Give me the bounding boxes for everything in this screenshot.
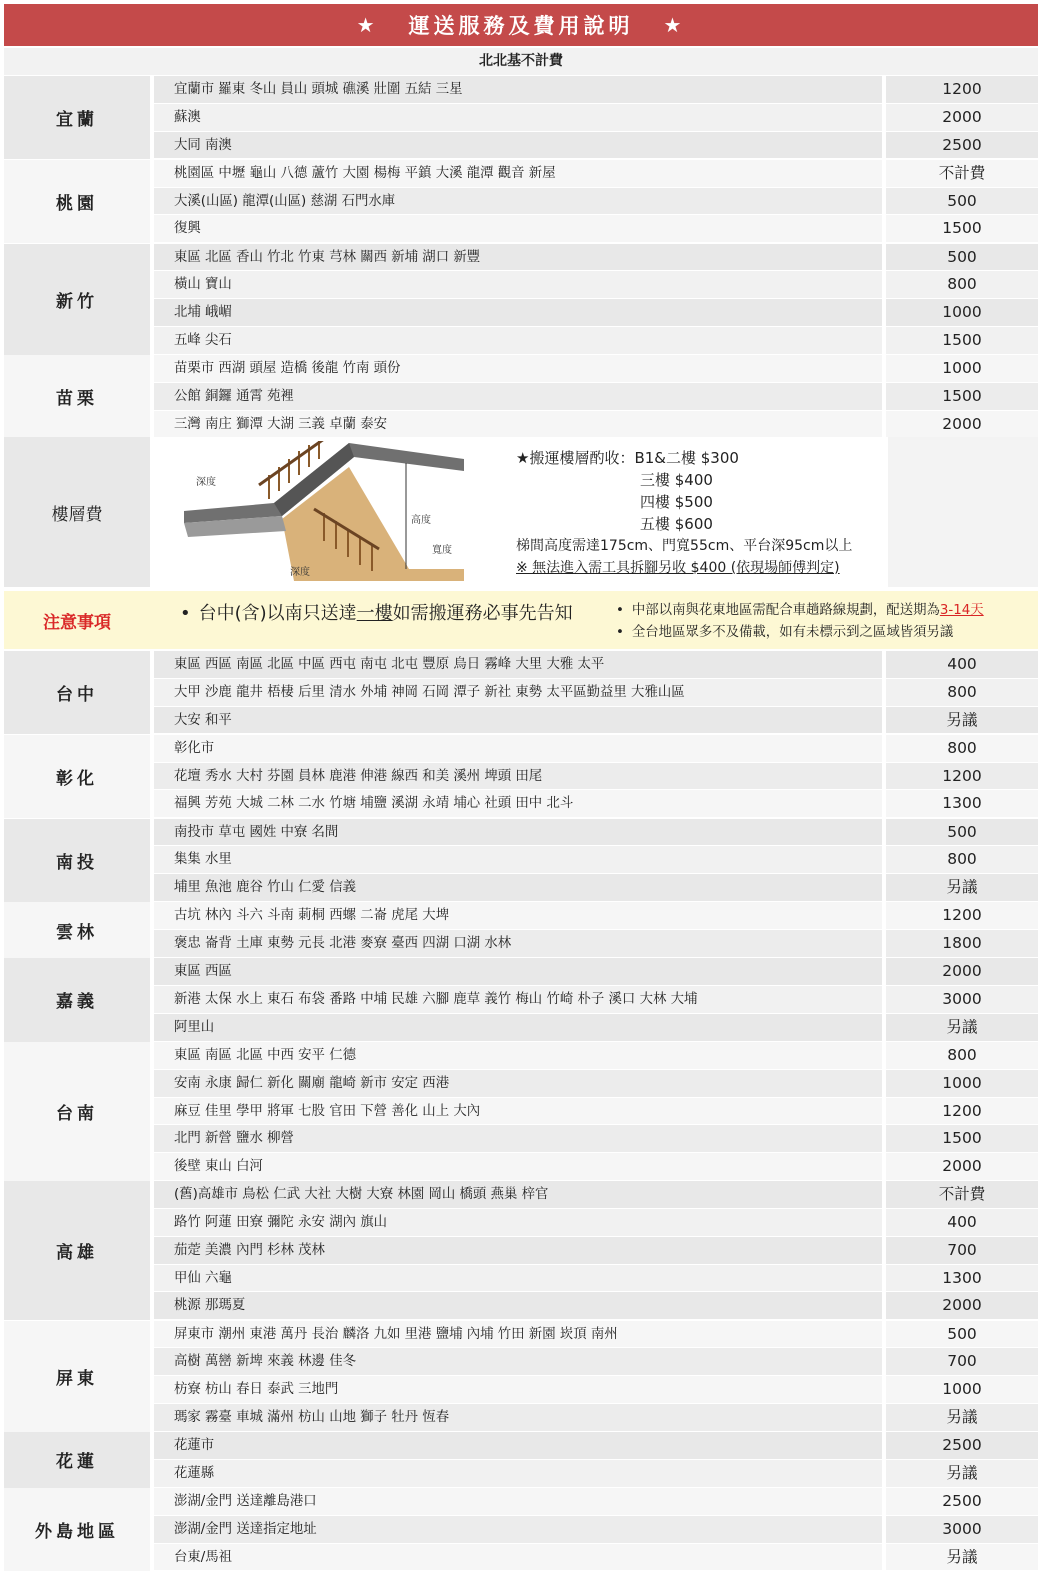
price-cell: 另議 xyxy=(886,1544,1038,1572)
table-row xyxy=(154,132,1038,160)
region-name: 雲林 xyxy=(4,902,150,958)
region-block xyxy=(4,1432,1038,1488)
table-row xyxy=(154,790,1038,818)
table-row xyxy=(154,930,1038,958)
price-cell: 800 xyxy=(886,846,1038,874)
region-name: 彰化 xyxy=(4,735,150,818)
area-list: 麻豆 佳里 學甲 將軍 七股 官田 下營 善化 山上 大內 xyxy=(154,1098,882,1126)
price-cell: 1200 xyxy=(886,763,1038,791)
region-name: 新竹 xyxy=(4,244,150,355)
price-cell: 3000 xyxy=(886,986,1038,1014)
notice-side-1: 中部以南與花東地區需配合車趟路線規劃，配送期為 xyxy=(631,603,940,618)
table-row xyxy=(154,1209,1038,1237)
diagram-width: 寬度 xyxy=(432,545,452,556)
area-list: 枋寮 枋山 春日 泰武 三地門 xyxy=(154,1376,882,1404)
region-block xyxy=(4,1181,1038,1320)
table-row xyxy=(154,299,1038,327)
region-name: 宜蘭 xyxy=(4,76,150,159)
price-cell: 2500 xyxy=(886,1488,1038,1516)
table-row xyxy=(154,707,1038,735)
price-cell: 800 xyxy=(886,271,1038,299)
area-list: 埔里 魚池 鹿谷 竹山 仁愛 信義 xyxy=(154,874,882,902)
area-list: 瑪家 霧臺 車城 滿州 枋山 山地 獅子 牡丹 恆春 xyxy=(154,1404,882,1432)
area-list: 古坑 林內 斗六 斗南 莿桐 西螺 二崙 虎尾 大埤 xyxy=(154,902,882,930)
price-cell: 500 xyxy=(886,1321,1038,1349)
table-row xyxy=(154,215,1038,243)
area-list: 澎湖/金門 送達指定地址 xyxy=(154,1516,882,1544)
area-list: 公館 銅鑼 通霄 苑裡 xyxy=(154,383,882,411)
area-list: 大安 和平 xyxy=(154,707,882,735)
table-row xyxy=(154,846,1038,874)
floor-fee-price-cell xyxy=(888,437,1038,587)
price-cell: 2000 xyxy=(886,1153,1038,1181)
region-block xyxy=(4,819,1038,902)
floor-fee-requirement: 梯間高度需達175cm、門寬55cm、平台深95cm以上 xyxy=(516,538,853,554)
region-name: 桃園 xyxy=(4,160,150,243)
region-name: 屏東 xyxy=(4,1321,150,1432)
region-rows xyxy=(154,651,1038,734)
region-block xyxy=(4,355,1038,438)
price-cell: 1000 xyxy=(886,1376,1038,1404)
table-row xyxy=(154,1125,1038,1153)
table-row xyxy=(154,1070,1038,1098)
table-row xyxy=(154,411,1038,439)
area-list: 大同 南澳 xyxy=(154,132,882,160)
table-row xyxy=(154,902,1038,930)
floor-fee-line: ★搬運樓層酌收：B1&二樓 $300 xyxy=(516,449,739,467)
price-cell: 3000 xyxy=(886,1516,1038,1544)
notice-delivery-days: 3-14天 xyxy=(939,603,984,618)
price-cell: 500 xyxy=(886,819,1038,847)
region-name: 苗栗 xyxy=(4,355,150,438)
region-block xyxy=(4,1488,1038,1571)
table-row xyxy=(154,1042,1038,1070)
notice-side xyxy=(616,600,984,644)
notice-main-post: 如需搬運務必事先告知 xyxy=(392,603,573,624)
region-block xyxy=(4,651,1038,734)
price-cell: 400 xyxy=(886,1209,1038,1237)
region-rows xyxy=(154,1432,1038,1488)
area-list: 花蓮市 xyxy=(154,1432,882,1460)
area-list: 南投市 草屯 國姓 中寮 名間 xyxy=(154,819,882,847)
price-cell: 另議 xyxy=(886,707,1038,735)
area-list: 東區 西區 xyxy=(154,958,882,986)
area-list: 三灣 南庄 獅潭 大湖 三義 卓蘭 泰安 xyxy=(154,411,882,439)
price-cell: 另議 xyxy=(886,1014,1038,1042)
price-cell: 700 xyxy=(886,1237,1038,1265)
price-cell: 另議 xyxy=(886,1404,1038,1432)
floor-fee-label: 樓層費 xyxy=(4,437,150,587)
region-rows xyxy=(154,735,1038,818)
area-list: 澎湖/金門 送達離島港口 xyxy=(154,1488,882,1516)
price-cell: 1000 xyxy=(886,1070,1038,1098)
area-list: 台東/馬祖 xyxy=(154,1544,882,1572)
floor-fee-content xyxy=(154,437,884,587)
region-rows xyxy=(154,244,1038,355)
price-cell: 700 xyxy=(886,1348,1038,1376)
price-cell: 1200 xyxy=(886,76,1038,104)
area-list: 大甲 沙鹿 龍井 梧棲 后里 清水 外埔 神岡 石岡 潭子 新社 東勢 太平區勤益里 大雅山區 xyxy=(154,679,882,707)
table-row xyxy=(154,1292,1038,1320)
price-cell: 1500 xyxy=(886,327,1038,355)
area-list: 花壇 秀水 大村 芬園 員林 鹿港 伸港 線西 和美 溪州 埤頭 田尾 xyxy=(154,763,882,791)
area-list: 茄萣 美濃 內門 杉林 茂林 xyxy=(154,1237,882,1265)
price-cell: 1300 xyxy=(886,1265,1038,1293)
price-cell: 500 xyxy=(886,188,1038,216)
area-list: 彰化市 xyxy=(154,735,882,763)
area-list: 宜蘭市 羅東 冬山 員山 頭城 礁溪 壯圍 五結 三星 xyxy=(154,76,882,104)
price-cell: 1500 xyxy=(886,1125,1038,1153)
region-rows xyxy=(154,1181,1038,1320)
region-rows xyxy=(154,1042,1038,1181)
region-block xyxy=(4,958,1038,1041)
price-cell: 1000 xyxy=(886,299,1038,327)
price-cell: 500 xyxy=(886,244,1038,272)
table-row xyxy=(154,1153,1038,1181)
price-cell: 1500 xyxy=(886,383,1038,411)
region-name: 高雄 xyxy=(4,1181,150,1320)
star-icon: ★ xyxy=(663,13,686,37)
table-row xyxy=(154,1321,1038,1349)
price-cell: 2500 xyxy=(886,1432,1038,1460)
region-rows xyxy=(154,958,1038,1041)
star-icon: ★ xyxy=(356,13,379,37)
diagram-depth-bottom: 深度 xyxy=(290,567,310,578)
area-list: 高樹 萬巒 新埤 來義 林邊 佳冬 xyxy=(154,1348,882,1376)
region-block xyxy=(4,1042,1038,1181)
area-list: 東區 南區 北區 中西 安平 仁德 xyxy=(154,1042,882,1070)
notice-main xyxy=(180,599,573,625)
table-row xyxy=(154,1348,1038,1376)
notice-main-pre: 台中(含)以南只送達 xyxy=(198,603,357,624)
table-row xyxy=(154,1014,1038,1042)
stairs-diagram xyxy=(174,441,474,583)
table-row xyxy=(154,958,1038,986)
table-row xyxy=(154,104,1038,132)
region-rows xyxy=(154,160,1038,243)
price-cell: 1800 xyxy=(886,930,1038,958)
table-row xyxy=(154,874,1038,902)
price-cell: 另議 xyxy=(886,874,1038,902)
banner-title: 運送服務及費用說明 xyxy=(408,14,634,38)
region-name: 台中 xyxy=(4,651,150,734)
floor-fee-section xyxy=(4,437,1038,587)
table-row xyxy=(154,1376,1038,1404)
table-row xyxy=(154,188,1038,216)
area-list: 桃園區 中壢 龜山 八德 蘆竹 大園 楊梅 平鎮 大溪 龍潭 觀音 新屋 xyxy=(154,160,882,188)
price-cell: 2000 xyxy=(886,411,1038,439)
price-cell: 2500 xyxy=(886,132,1038,160)
bullet-icon: • xyxy=(616,625,624,640)
area-list: 後壁 東山 白河 xyxy=(154,1153,882,1181)
table-row xyxy=(154,383,1038,411)
notice-section xyxy=(4,591,1038,649)
region-rows xyxy=(154,1488,1038,1571)
area-list: 阿里山 xyxy=(154,1014,882,1042)
floor-fee-line: 四樓 $500 xyxy=(640,493,713,511)
area-list: 北門 新營 鹽水 柳營 xyxy=(154,1125,882,1153)
region-name: 台南 xyxy=(4,1042,150,1181)
table-row xyxy=(154,819,1038,847)
table-row xyxy=(154,735,1038,763)
region-block xyxy=(4,735,1038,818)
area-list: 褒忠 崙背 土庫 東勢 元長 北港 麥寮 臺西 四湖 口湖 水林 xyxy=(154,930,882,958)
table-row xyxy=(154,1488,1038,1516)
price-cell: 2000 xyxy=(886,104,1038,132)
area-list: 復興 xyxy=(154,215,882,243)
price-cell: 800 xyxy=(886,679,1038,707)
region-rows xyxy=(154,76,1038,159)
area-list: 北埔 峨嵋 xyxy=(154,299,882,327)
price-cell: 2000 xyxy=(886,1292,1038,1320)
floor-fee-notes xyxy=(516,447,852,579)
title-banner xyxy=(4,4,1038,46)
table-row xyxy=(154,1544,1038,1572)
table-row xyxy=(154,76,1038,104)
table-row xyxy=(154,355,1038,383)
area-list: 蘇澳 xyxy=(154,104,882,132)
table-row xyxy=(154,1181,1038,1209)
table-row xyxy=(154,327,1038,355)
area-list: 甲仙 六龜 xyxy=(154,1265,882,1293)
table-row xyxy=(154,1460,1038,1488)
bullet-icon: • xyxy=(180,603,191,624)
area-list: (舊)高雄市 鳥松 仁武 大社 大樹 大寮 林園 岡山 橋頭 燕巢 梓官 xyxy=(154,1181,882,1209)
price-cell: 1300 xyxy=(886,790,1038,818)
table-row xyxy=(154,763,1038,791)
area-list: 桃源 那瑪夏 xyxy=(154,1292,882,1320)
price-cell: 1200 xyxy=(886,1098,1038,1126)
table-row xyxy=(154,160,1038,188)
floor-fee-extra: ※ 無法進入需工具拆腳另收 $400 (依現場師傅判定) xyxy=(516,560,840,576)
table-row xyxy=(154,986,1038,1014)
table-row xyxy=(154,651,1038,679)
region-block xyxy=(4,1321,1038,1432)
region-rows xyxy=(154,355,1038,438)
notice-side-2: 全台地區眾多不及備載，如有未標示到之區域皆須另議 xyxy=(631,625,954,640)
bullet-icon: • xyxy=(616,603,624,618)
region-name: 嘉義 xyxy=(4,958,150,1041)
area-list: 花蓮縣 xyxy=(154,1460,882,1488)
price-cell: 1200 xyxy=(886,902,1038,930)
price-cell: 400 xyxy=(886,651,1038,679)
region-block xyxy=(4,244,1038,355)
floor-fee-line: 五樓 $600 xyxy=(640,515,713,533)
region-block xyxy=(4,902,1038,958)
diagram-depth-top: 深度 xyxy=(196,477,216,488)
subheader: 北北基不計費 xyxy=(4,48,1038,75)
region-rows xyxy=(154,902,1038,958)
area-list: 路竹 阿蓮 田寮 彌陀 永安 湖內 旗山 xyxy=(154,1209,882,1237)
price-cell: 不計費 xyxy=(886,1181,1038,1209)
price-cell: 另議 xyxy=(886,1460,1038,1488)
price-cell: 800 xyxy=(886,735,1038,763)
area-list: 新港 太保 水上 東石 布袋 番路 中埔 民雄 六腳 鹿草 義竹 梅山 竹崎 朴子 溪口 大林 大埔 xyxy=(154,986,882,1014)
area-list: 橫山 寶山 xyxy=(154,271,882,299)
area-list: 大溪(山區) 龍潭(山區) 慈湖 石門水庫 xyxy=(154,188,882,216)
area-list: 東區 西區 南區 北區 中區 西屯 南屯 北屯 豐原 烏日 霧峰 大里 大雅 太平 xyxy=(154,651,882,679)
table-row xyxy=(154,1265,1038,1293)
table-row xyxy=(154,1404,1038,1432)
table-row xyxy=(154,1237,1038,1265)
region-block xyxy=(4,76,1038,159)
price-cell: 1500 xyxy=(886,215,1038,243)
notice-label: 注意事項 xyxy=(43,612,111,633)
notice-main-underline: 一樓 xyxy=(356,603,393,624)
area-list: 東區 北區 香山 竹北 竹東 芎林 關西 新埔 湖口 新豐 xyxy=(154,244,882,272)
area-list: 福興 芳苑 大城 二林 二水 竹塘 埔鹽 溪湖 永靖 埔心 社頭 田中 北斗 xyxy=(154,790,882,818)
table-row xyxy=(154,679,1038,707)
table-row xyxy=(154,1432,1038,1460)
table-row xyxy=(154,244,1038,272)
region-block xyxy=(4,160,1038,243)
price-cell: 2000 xyxy=(886,958,1038,986)
price-cell: 1000 xyxy=(886,355,1038,383)
region-rows xyxy=(154,819,1038,902)
table-row xyxy=(154,1098,1038,1126)
area-list: 安南 永康 歸仁 新化 關廟 龍崎 新市 安定 西港 xyxy=(154,1070,882,1098)
price-cell: 不計費 xyxy=(886,160,1038,188)
floor-fee-line: 三樓 $400 xyxy=(640,471,713,489)
price-cell: 800 xyxy=(886,1042,1038,1070)
region-name: 外島地區 xyxy=(4,1488,150,1571)
area-list: 苗栗市 西湖 頭屋 造橋 後龍 竹南 頭份 xyxy=(154,355,882,383)
area-list: 集集 水里 xyxy=(154,846,882,874)
area-list: 五峰 尖石 xyxy=(154,327,882,355)
table-row xyxy=(154,1516,1038,1544)
region-name: 花蓮 xyxy=(4,1432,150,1488)
diagram-height: 高度 xyxy=(411,515,431,526)
area-list: 屏東市 潮州 東港 萬丹 長治 麟洛 九如 里港 鹽埔 內埔 竹田 新園 崁頂 南州 xyxy=(154,1321,882,1349)
table-row xyxy=(154,271,1038,299)
region-rows xyxy=(154,1321,1038,1432)
region-name: 南投 xyxy=(4,819,150,902)
